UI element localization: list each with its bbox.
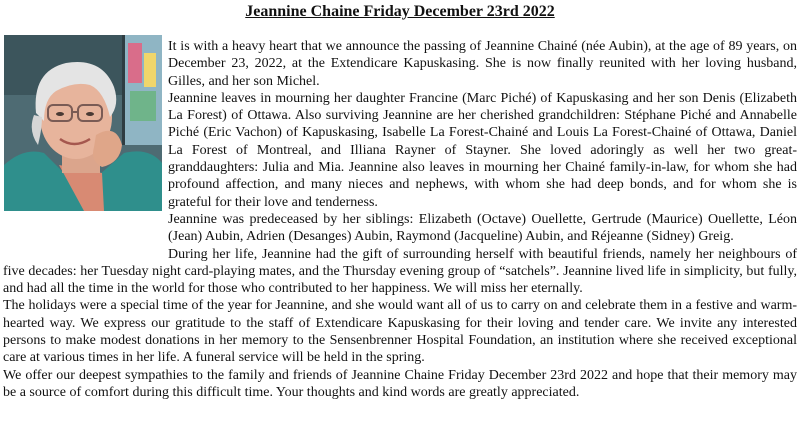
sympathies-paragraph: We offer our deepest sympathies to the family and friends of Jeannine Chaine Friday December 23rd 2022 and hope that their memory may be a source of comfort during this difficult time. Your thoughts and kind words are greatly appreciated. xyxy=(3,367,797,400)
predeceased-paragraph: Jeannine was predeceased by her siblings: Elizabeth (Octave) Ouellette, Gertrude (Maurice) Ouellette, Léon (Jean) Aubin, Adrien (Desanges) Aubin, Raymond (Jacqueline) Aubin, and Réjeanne (Sidney) Greig. xyxy=(168,211,797,245)
obituary-body xyxy=(3,38,797,401)
announcement-paragraph: It is with a heavy heart that we announce the passing of Jeannine Chainé (née Aubin), at the age of 89 years, on December 23, 2022, at the Extendicare Kapuskasing. She is now finally reunited with her loving husband, Gilles, and her son Michel. xyxy=(168,39,797,89)
holidays-paragraph: The holidays were a special time of the year for Jeannine, and she would want all of us to carry on and celebrate them in a festive and warm-hearted way. We express our gratitude to the staff of Extendicare Kapuskasing for their loving and tender care. We invite any interested persons to make modest donations in her memory to the Sensenbrenner Hospital Foundation, an institution where she received exceptional care at various times in her life. A funeral service will be held in the spring. xyxy=(3,298,797,366)
survivors-paragraph: Jeannine leaves in mourning her daughter Francine (Marc Piché) of Kapuskasing and her son Denis (Elizabeth La Forest) of Ottawa. Also surviving Jeannine are her cherished grandchildren: Stéphane Piché and Annabelle Piché (Eric Vachon) of Kapuskasing, Isabelle La Forest-Chainé and Louis La Forest-Chainé of Ottawa, Daniel La Forest of Montreal, and Illiana Rayner of Stayner. She loved adoringly as well her two great-granddaughters: Julia and Mia. Jeannine also leaves in mourning her Chainé family-in-law, for whom she had profound affection, and many nieces and nephews, with whom she had deep bonds, and for whom she is grateful for their love and tenderness. xyxy=(168,90,797,210)
life-paragraph: During her life, Jeannine had the gift of surrounding herself with beautiful friends, namely her neighbours of five decades: her Tuesday night card-playing mates, and the Thursday evening group of “satchels”. Jeannine lived life in simplicity, but fully, and had all the time in the world for those who contributed to her happiness. We will miss her eternally. xyxy=(3,246,797,297)
obituary-title: Jeannine Chaine Friday December 23rd 2022 xyxy=(245,3,555,20)
photo-spacer xyxy=(3,38,168,248)
